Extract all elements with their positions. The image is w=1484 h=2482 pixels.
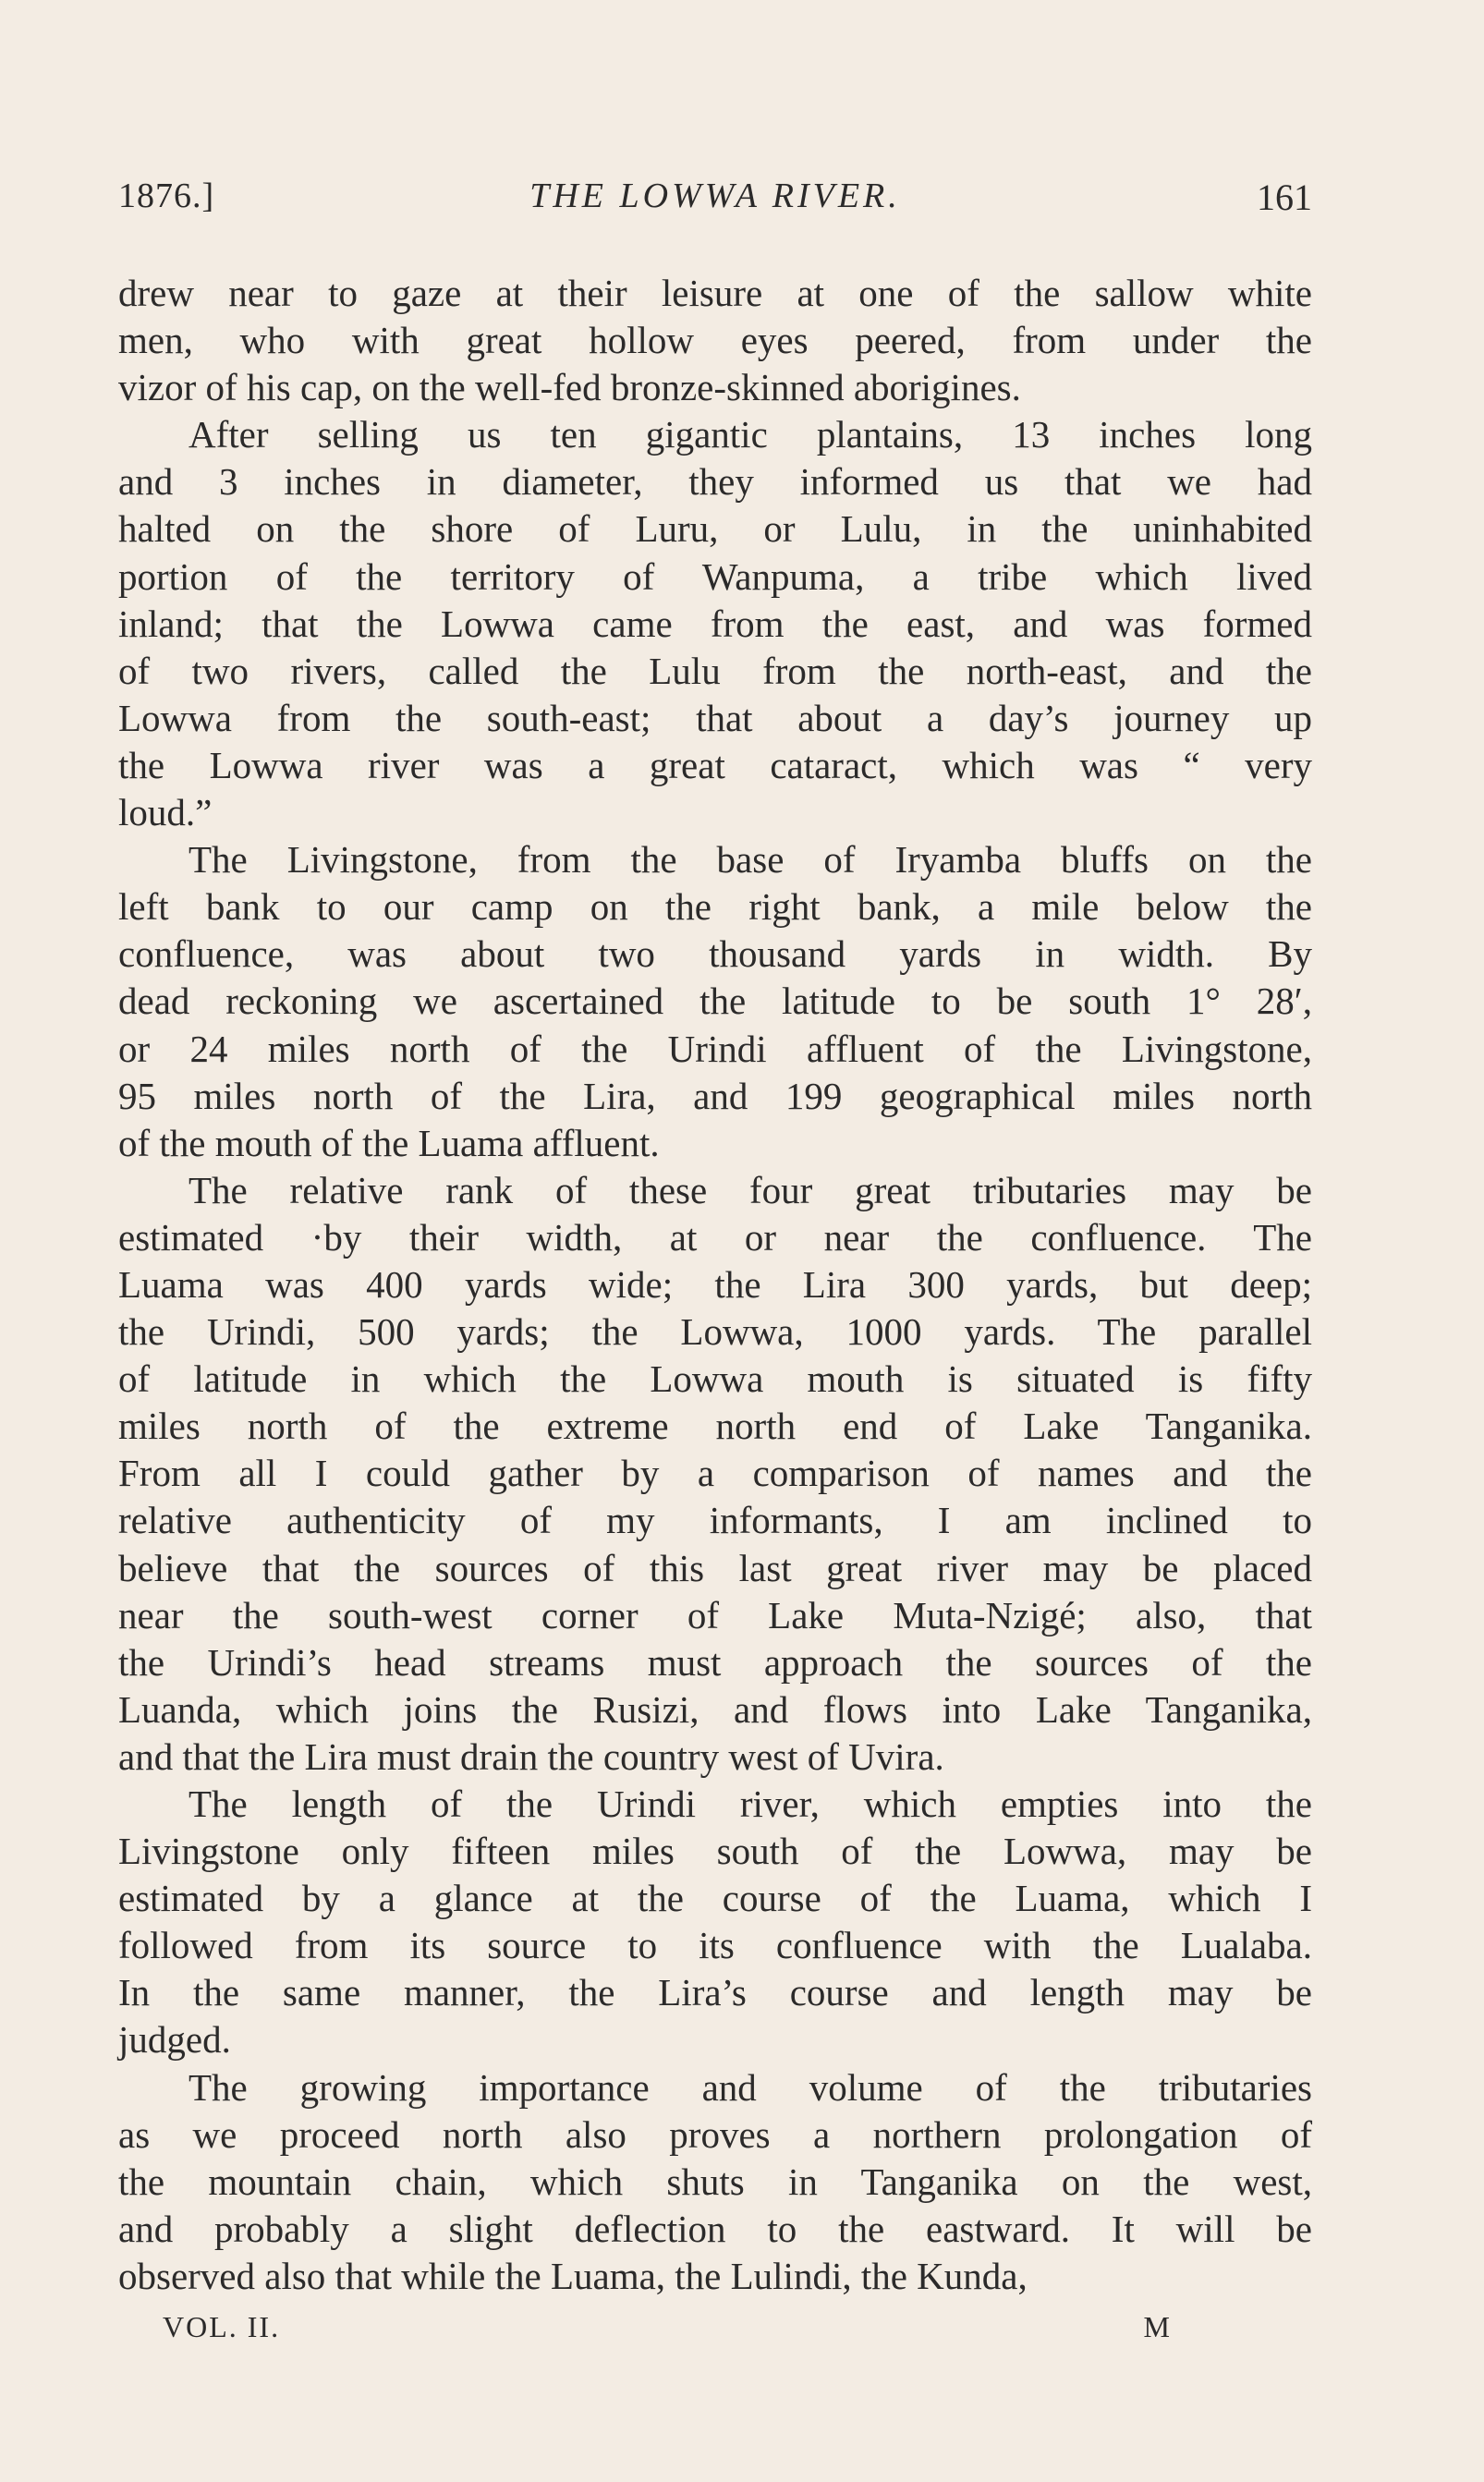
text-line: the Lowwa river was a great cataract, which was “ very <box>118 743 1312 786</box>
text-line: confluence, was about two thousand yards in width. By <box>118 932 1312 976</box>
paragraph <box>118 836 1312 1167</box>
text-line: observed also that while the Luama, the Lulindi, the Kunda, <box>118 2254 1028 2297</box>
text-line: and that the Lira must drain the country west of Uvira. <box>118 1734 944 1778</box>
text-line: Luanda, which joins the Rusizi, and flows into Lake Tanganika, <box>118 1687 1312 1731</box>
text-line: followed from its source to its confluence with the Lualaba. <box>118 1924 1312 1967</box>
text-line: the mountain chain, which shuts in Tanganika on the west, <box>118 2160 1312 2203</box>
text-line: From all I could gather by a comparison of names and the <box>118 1452 1312 1495</box>
running-head-year: 1876.] <box>118 176 215 215</box>
text-line: After selling us ten gigantic plantains, 13 inches long <box>189 413 1312 456</box>
page-footer <box>163 2310 1170 2351</box>
text-line: The relative rank of these four great tributaries may be <box>189 1168 1312 1211</box>
page-number: 161 <box>1257 176 1312 218</box>
text-line: left bank to our camp on the right bank, a mile below the <box>118 885 1312 929</box>
text-line: men, who with great hollow eyes peered, from under the <box>118 319 1312 362</box>
text-line: halted on the shore of Luru, or Lulu, in the uninhabited <box>118 507 1312 551</box>
text-line: The length of the Urindi river, which empties into the <box>189 1782 1312 1825</box>
text-line: estimated by a glance at the course of the Luama, which I <box>118 1877 1312 1920</box>
text-line: and 3 inches in diameter, they informed us that we had <box>118 460 1312 504</box>
text-line: 95 miles north of the Lira, and 199 geographical miles north <box>118 1074 1312 1117</box>
text-line: or 24 miles north of the Urindi affluent of the Livingstone, <box>118 1027 1312 1070</box>
text-line: the Urindi’s head streams must approach the sources of the <box>118 1640 1312 1684</box>
text-line: the Urindi, 500 yards; the Lowwa, 1000 yards. The parallel <box>118 1310 1312 1354</box>
text-line: loud.” <box>118 791 213 834</box>
text-line: of latitude in which the Lowwa mouth is situated is fifty <box>118 1357 1312 1401</box>
text-line: dead reckoning we ascertained the latitude to be south 1° 28′, <box>118 979 1312 1023</box>
text-line: drew near to gaze at their leisure at one of the sallow white <box>118 272 1312 314</box>
body-text <box>118 270 1312 2300</box>
running-head <box>118 176 1312 222</box>
text-line: estimated ·by their width, at or near the confluence. The <box>118 1215 1312 1259</box>
text-line: believe that the sources of this last great river may be placed <box>118 1546 1312 1589</box>
text-line: Lowwa from the south-east; that about a day’s journey up <box>118 696 1312 739</box>
signature-mark: M <box>1143 2310 1170 2343</box>
text-line: relative authenticity of my informants, I am inclined to <box>118 1499 1312 1542</box>
text-line: In the same manner, the Lira’s course and length may be <box>118 1971 1312 2014</box>
text-line: miles north of the extreme north end of Lake Tanganika. <box>118 1405 1312 1448</box>
text-line: of the mouth of the Luama affluent. <box>118 1121 660 1164</box>
paragraph <box>118 1167 1312 1781</box>
text-line: Livingstone only fifteen miles south of the Lowwa, may be <box>118 1830 1312 1873</box>
text-line: The growing importance and volume of the tributaries <box>189 2065 1312 2109</box>
text-line: vizor of his cap, on the well-fed bronze-skinned aborigines. <box>118 366 1021 409</box>
paragraph <box>118 411 1312 836</box>
text-line: judged. <box>118 2018 231 2062</box>
text-line: as we proceed north also proves a northern prolongation of <box>118 2112 1312 2156</box>
text-line: inland; that the Lowwa came from the east, and was formed <box>118 602 1312 645</box>
paragraph <box>118 270 1312 411</box>
text-line: and probably a slight deflection to the eastward. It will be <box>118 2207 1312 2250</box>
text-line: of two rivers, called the Lulu from the north-east, and the <box>118 649 1312 692</box>
text-line: near the south-west corner of Lake Muta-Nzigé; also, that <box>118 1593 1312 1636</box>
running-head-title: THE LOWWA RIVER. <box>529 176 901 215</box>
paragraph <box>118 2064 1312 2300</box>
text-line: Luama was 400 yards wide; the Lira 300 yards, but deep; <box>118 1262 1312 1306</box>
text-line: portion of the territory of Wanpuma, a tribe which lived <box>118 554 1312 598</box>
text-line: The Livingstone, from the base of Iryamba bluffs on the <box>189 838 1312 882</box>
volume-label: VOL. II. <box>163 2310 281 2343</box>
paragraph <box>118 1781 1312 2064</box>
